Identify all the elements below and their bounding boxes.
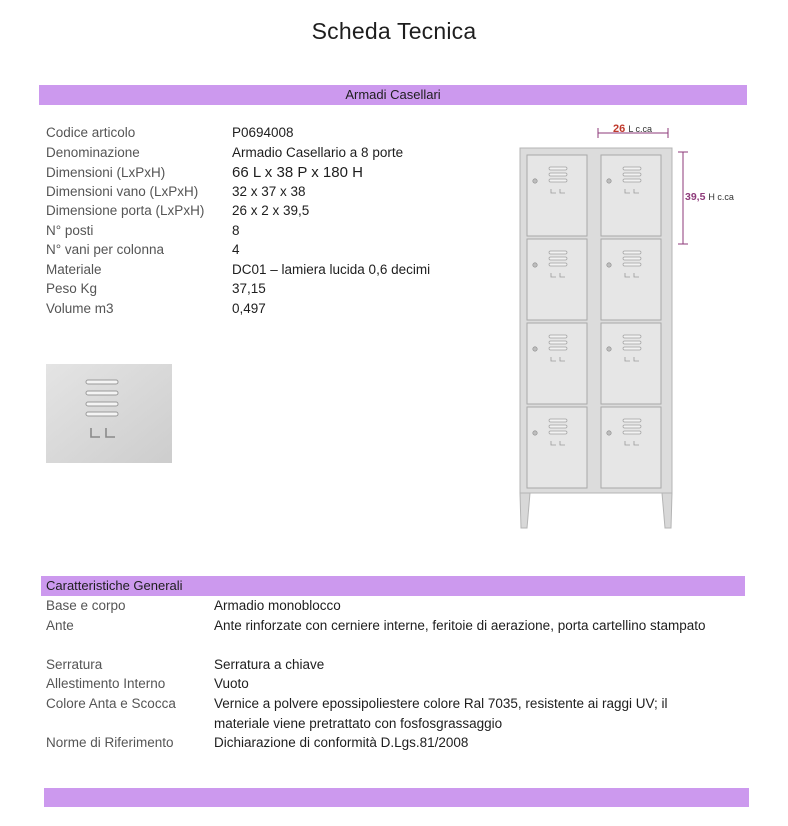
- spec-value: 0,497: [232, 301, 266, 316]
- keyhole-icon: [607, 347, 611, 351]
- vent-slot: [623, 419, 641, 422]
- spec-value: P0694008: [232, 125, 294, 140]
- vent-slot: [623, 251, 641, 254]
- spec-value: 4: [232, 242, 240, 257]
- vent-slot: [549, 347, 567, 350]
- spec-label: Dimensione porta (LxPxH): [46, 203, 205, 218]
- spec-label: Materiale: [46, 262, 102, 277]
- vent-slot: [549, 263, 567, 266]
- spec-label: Volume m3: [46, 301, 114, 316]
- keyhole-icon: [607, 179, 611, 183]
- vent-slot: [549, 167, 567, 170]
- spec-value: 66 L x 38 P x 180 H: [232, 164, 363, 181]
- door-detail-photo: [46, 364, 172, 463]
- general-label: Serratura: [46, 657, 103, 672]
- vent-slot: [549, 425, 567, 428]
- height-dimension-label: [685, 191, 734, 203]
- spec-value: Armadio Casellario a 8 porte: [232, 145, 404, 160]
- page-title: Scheda Tecnica: [311, 18, 477, 44]
- keyhole-icon: [533, 431, 537, 435]
- vent-slot: [549, 251, 567, 254]
- spec-row: [0, 201, 480, 220]
- spec-value: DC01 – lamiera lucida 0,6 decimi: [232, 262, 431, 277]
- general-label: Norme di Riferimento: [46, 735, 174, 750]
- width-unit: L c.ca: [628, 124, 652, 134]
- locker-leg: [520, 493, 530, 528]
- general-section-heading: Caratteristiche Generali: [41, 576, 745, 596]
- spec-row: [0, 143, 480, 162]
- vent-slot: [549, 335, 567, 338]
- height-unit: H c.ca: [708, 192, 734, 202]
- vent-slot: [623, 335, 641, 338]
- general-value: Dichiarazione di conformità D.Lgs.81/2008: [214, 735, 469, 750]
- spec-label: N° vani per colonna: [46, 242, 164, 257]
- width-dimension-label: [613, 123, 652, 135]
- keyhole-icon: [607, 431, 611, 435]
- spec-value: 8: [232, 223, 240, 238]
- vent-slot: [549, 419, 567, 422]
- spec-label: Dimensioni vano (LxPxH): [46, 184, 199, 199]
- general-label: Colore Anta e Scocca: [46, 696, 176, 711]
- spec-row: [0, 240, 480, 259]
- spec-value: 26 x 2 x 39,5: [232, 203, 310, 218]
- spec-value: 32 x 37 x 38: [232, 184, 306, 199]
- vent-slot: [549, 173, 567, 176]
- spec-row: [0, 279, 480, 298]
- vent-slot: [623, 167, 641, 170]
- spec-label: Peso Kg: [46, 281, 98, 296]
- spec-row: [0, 260, 480, 279]
- spec-row: [0, 163, 480, 182]
- vent-slot: [623, 341, 641, 344]
- keyhole-icon: [533, 347, 537, 351]
- vent-slot: [623, 425, 641, 428]
- keyhole-icon: [533, 179, 537, 183]
- general-value: Serratura a chiave: [214, 657, 325, 672]
- general-value: Ante rinforzate con cerniere interne, feritoie di aerazione, porta cartellino stampato: [214, 618, 706, 633]
- vent-slot: [623, 347, 641, 350]
- vent-slot: [623, 173, 641, 176]
- footer-band: [44, 788, 749, 807]
- locker-diagram: [505, 118, 755, 538]
- spec-label: Denominazione: [46, 145, 140, 160]
- spec-row: [0, 299, 480, 318]
- general-value: Vernice a polvere epossipoliestere colore Ral 7035, resistente ai raggi UV; il materiale viene pretrattato con fosfosgrassaggio: [214, 696, 668, 731]
- keyhole-icon: [607, 263, 611, 267]
- vent-slot: [549, 431, 567, 434]
- general-value: Vuoto: [214, 676, 249, 691]
- spec-value: 37,15: [232, 281, 266, 296]
- spec-row: [0, 182, 480, 201]
- spec-label: Dimensioni (LxPxH): [46, 165, 166, 180]
- keyhole-icon: [533, 263, 537, 267]
- vent-slot: [549, 341, 567, 344]
- vent-slot: [623, 263, 641, 266]
- vent-slot: [549, 179, 567, 182]
- vent-slot: [623, 257, 641, 260]
- spec-label: N° posti: [46, 223, 94, 238]
- vent-slot: [549, 257, 567, 260]
- vent-slot: [623, 431, 641, 434]
- locker-leg: [662, 493, 672, 528]
- vent-slot: [623, 179, 641, 182]
- general-label: Allestimento Interno: [46, 676, 166, 691]
- height-value: 39,5: [685, 191, 706, 203]
- general-value: Armadio monoblocco: [214, 598, 341, 613]
- general-label: Base e corpo: [46, 598, 126, 613]
- general-label: Ante: [46, 618, 74, 633]
- spec-row: [0, 123, 480, 142]
- product-category-band: Armadi Casellari: [39, 85, 747, 105]
- spec-label: Codice articolo: [46, 125, 136, 140]
- spec-row: [0, 221, 480, 240]
- width-value: 26: [613, 123, 626, 135]
